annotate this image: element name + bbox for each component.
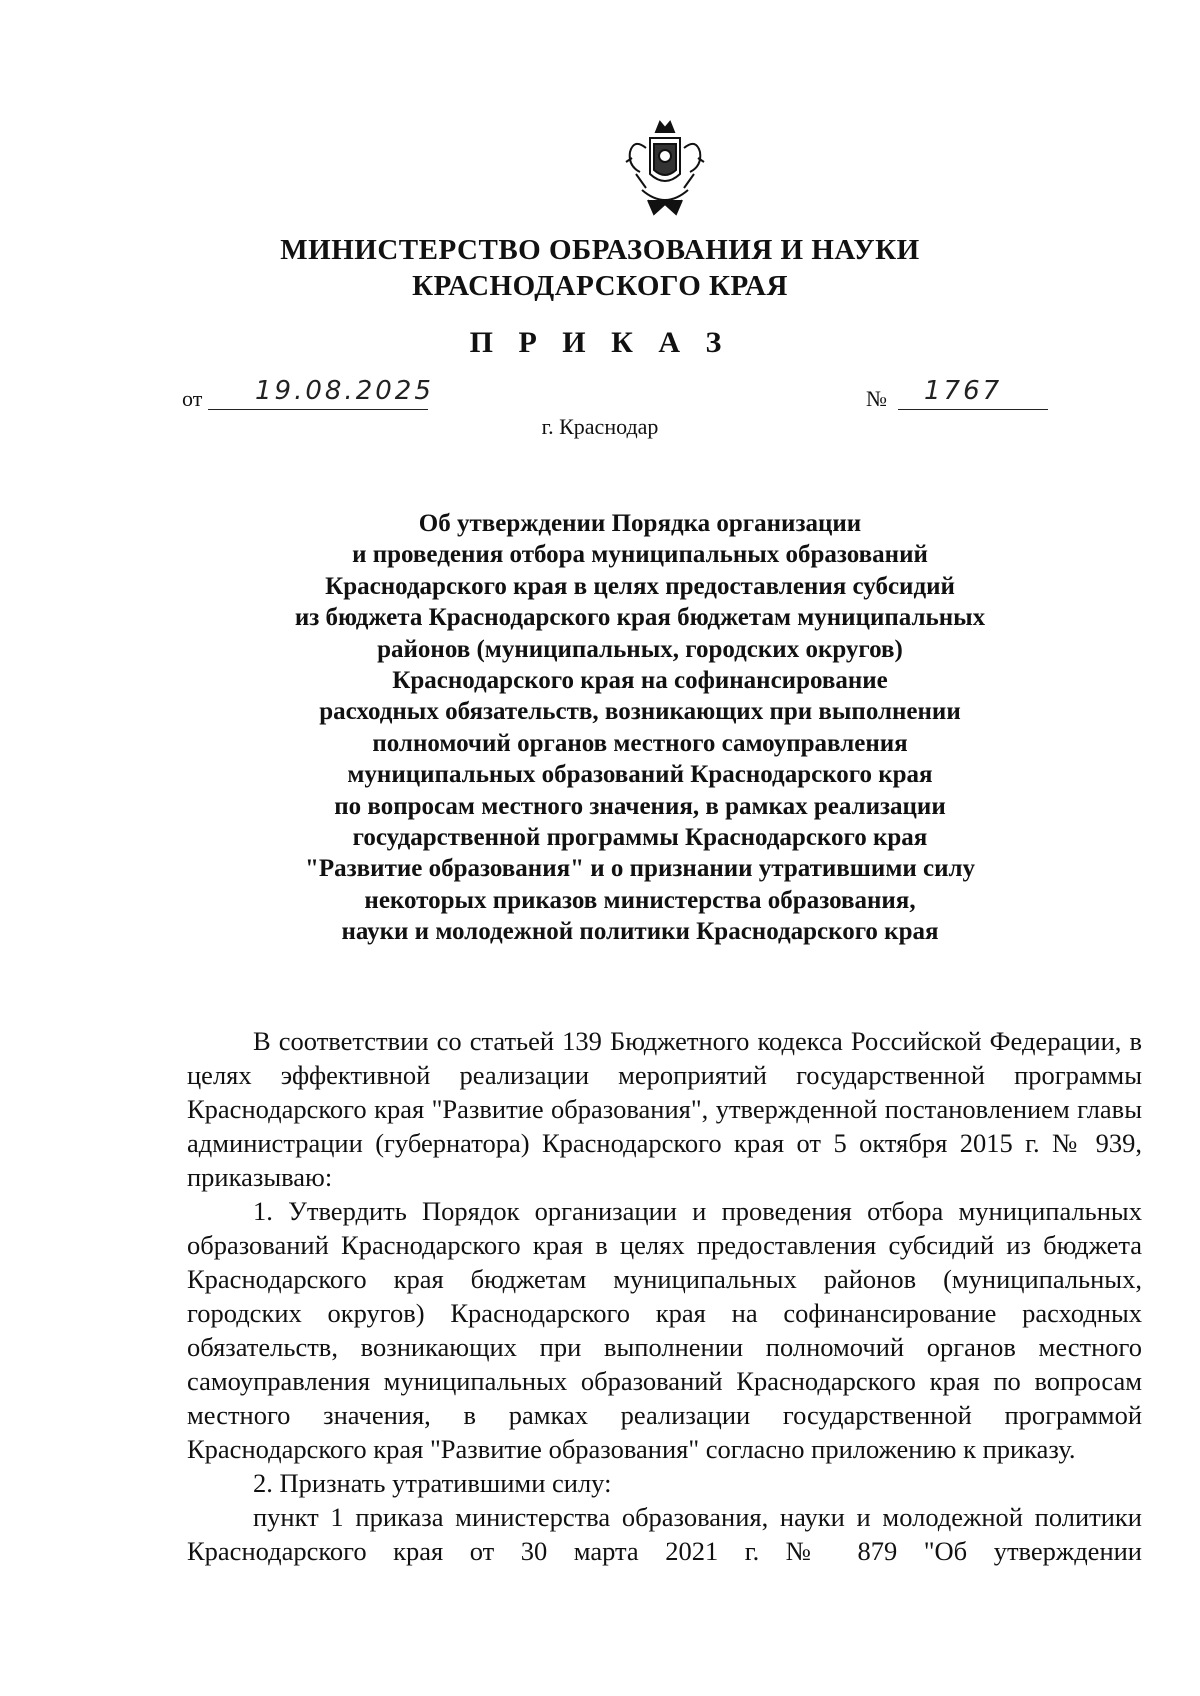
number-prefix-label: №: [866, 386, 887, 411]
body-paragraph-item-2-1: пункт 1 приказа министерства образования, науки и молодежной политики Краснодарского края от 30 марта 2021 г. № 879 "Об утверждении: [187, 1502, 1142, 1566]
number-handwritten: 1767: [924, 376, 1003, 406]
body-paragraph-item-2: 2. Признать утратившими силу:: [253, 1468, 612, 1498]
subject-line: государственной программы Краснодарского края: [352, 824, 928, 852]
subject-line: районов (муниципальных, городских округов): [377, 635, 903, 663]
subject-line: и проведения отбора муниципальных образований: [352, 541, 928, 569]
order-body: [187, 1024, 1142, 1568]
subject-line: полномочий органов местного самоуправления: [372, 729, 908, 757]
number-underline: [898, 409, 1048, 410]
subject-line: науки и молодежной политики Краснодарского края: [341, 918, 939, 946]
order-subject: [230, 508, 1050, 948]
subject-line: по вопросам местного значения, в рамках реализации: [334, 792, 946, 820]
subject-line: Краснодарского края на софинансирование: [392, 667, 888, 695]
subject-line: из бюджета Краснодарского края бюджетам муниципальных: [294, 604, 986, 632]
subject-line: расходных обязательств, возникающих при выполнении: [319, 698, 961, 726]
date-underline: [208, 409, 428, 410]
document-type-title: П Р И К А З: [469, 326, 731, 359]
subject-line: некоторых приказов министерства образования,: [364, 886, 916, 914]
ministry-name-line2: КРАСНОДАРСКОГО КРАЯ: [412, 270, 788, 302]
subject-line: Краснодарского края в целях предоставления субсидий: [325, 572, 955, 600]
date-prefix-label: от: [182, 386, 203, 411]
subject-line: муниципальных образований Краснодарского края: [347, 761, 933, 789]
body-paragraph-item-1: 1. Утвердить Порядок организации и проведения отбора муниципальных образований Краснодарского края в целях предоставления субсидий из бюджета Краснодарского края бюджетам муниципальных районов (муниципальных, городских округов) Краснодарского края на софинансирование расходных обязательств, возникающих при выполнении полномочий органов местного самоуправления муниципальных образований Краснодарского края по вопросам местного значения, в рамках реализации государственной программой Краснодарского края "Развитие образования" согласно приложению к приказу.: [187, 1196, 1142, 1464]
city-label: г. Краснодар: [541, 414, 659, 439]
subject-line: "Развитие образования" и о признании утратившими силу: [304, 855, 976, 883]
coat-of-arms-icon: [624, 118, 706, 218]
subject-line: Об утверждении Порядка организации: [418, 510, 862, 537]
date-handwritten: 19.08.2025: [255, 376, 434, 406]
body-paragraph-preamble: В соответствии со статьей 139 Бюджетного кодекса Российской Федерации, в целях эффективной реализации мероприятий государственной программы Краснодарского края "Развитие образования", утвержденной постановлением главы администрации (губернатора) Краснодарского края от 5 октября 2015 г. № 939, приказываю:: [187, 1026, 1142, 1192]
ministry-name-line1: МИНИСТЕРСТВО ОБРАЗОВАНИЯ И НАУКИ: [280, 234, 920, 266]
